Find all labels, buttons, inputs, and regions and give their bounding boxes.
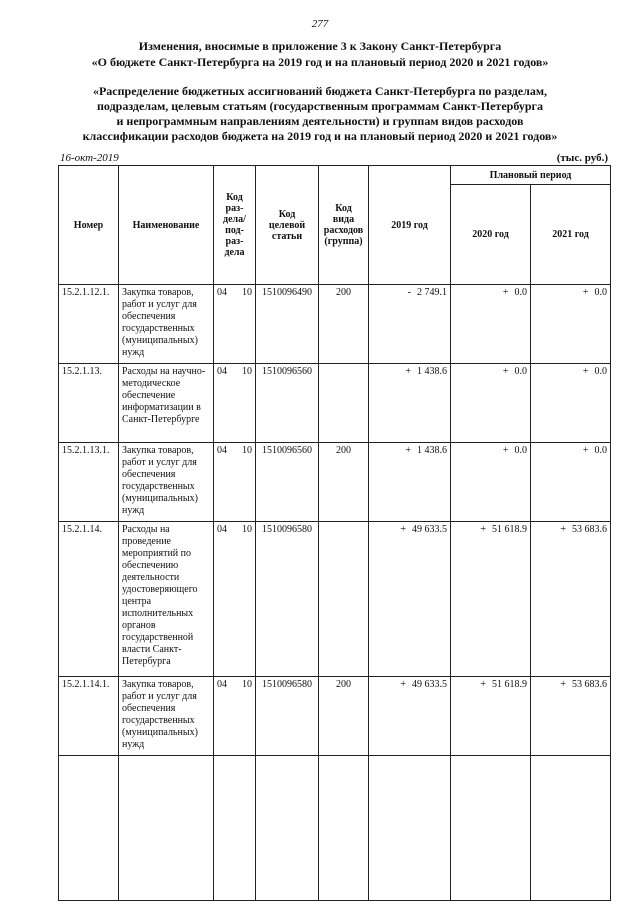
amount-sign: + [480,679,486,690]
header-section-line: дела [224,247,245,258]
page-number: 277 [311,18,329,30]
row-number-text: 15.2.1.14.1. [62,679,110,690]
row-target-code [256,364,319,443]
row-name-text: Закупка товаров, работ и услуг для обеспечения государственных (муниципальных) нужд [122,287,198,358]
header-section-code [214,166,256,285]
amount-value: 1 438.6 [417,366,447,377]
row-number [59,364,119,443]
amount-sign: + [405,445,411,456]
row-section: 04 [217,524,227,535]
row-amount-2020 [451,677,531,756]
amount-sign: + [400,679,406,690]
empty-cell [256,756,319,901]
row-number [59,677,119,756]
amount-value: 53 683.6 [572,524,608,535]
row-amount-2019 [369,285,451,364]
row-number-text: 15.2.1.13.1. [62,445,110,456]
row-amount-2019 [369,443,451,522]
subtitle-line-2: подразделам, целевым статьям (государственным программам Санкт-Петербурга [97,99,543,113]
row-section: 04 [217,445,227,456]
subtitle-line-4: классификации расходов бюджета на 2019 год и на плановый период 2020 и 2021 годов» [82,129,558,143]
table-row [59,443,611,522]
row-name-text: Закупка товаров, работ и услуг для обеспечения государственных (муниципальных) нужд [122,445,198,516]
amount-sign: + [582,366,589,377]
row-section: 04 [217,366,227,377]
row-name-text: Расходы на научно-методическое обеспечение информатизации в Санкт-Петербурге [122,366,206,425]
amount-value: 49 633.5 [412,524,447,535]
amount-sign: + [405,366,411,377]
amount-sign: + [502,445,509,456]
amount-sign: + [582,445,589,456]
table-row [59,285,611,364]
header-section-line: дела/ [223,214,246,225]
header-section-line: Код [226,192,243,203]
empty-cell [531,756,611,901]
header-planned-period: Плановый период [451,166,611,185]
header-section-line: раз- [225,203,244,214]
row-section-code [214,443,256,522]
header-vid-line: вида [332,214,355,225]
row-target-code [256,677,319,756]
row-number-text: 15.2.1.13. [62,366,102,377]
amount-value: 2 749.1 [417,287,447,298]
row-expense-type [319,677,369,756]
row-subsection: 10 [242,366,252,377]
row-amount-2021 [531,443,611,522]
row-vid-text: 200 [336,679,351,690]
row-name [119,364,214,443]
row-expense-type [319,285,369,364]
header-name: Наименование [119,166,214,285]
row-amount-2020 [451,443,531,522]
amount-value: 0.0 [514,287,527,298]
row-section-code [214,522,256,677]
subtitle-line-3: и непрограммным направлениям деятельности) и группам видов расходов [116,114,524,128]
row-expense-type [319,443,369,522]
amount-value: 49 633.5 [412,679,447,690]
header-2021: 2021 год [531,185,611,285]
row-amount-2020 [451,285,531,364]
header-target-line: статьи [271,230,303,242]
row-amount-2019 [369,522,451,677]
amount-value: 0.0 [594,366,608,377]
title-line-2: «О бюджете Санкт-Петербурга на 2019 год и на плановый период 2020 и 2021 годов» [91,55,549,69]
row-section-code [214,364,256,443]
document-subtitle [0,84,640,144]
budget-table [58,165,611,901]
row-name [119,443,214,522]
table-header-row [59,166,611,185]
row-amount-2020 [451,364,531,443]
amount-value: 0.0 [514,366,527,377]
empty-cell [451,756,531,901]
amount-sign: + [560,524,567,535]
row-amount-2021 [531,364,611,443]
amount-sign: - [407,287,411,298]
row-section-code [214,285,256,364]
table-body [59,285,611,901]
amount-sign: + [400,524,406,535]
amount-value: 0.0 [594,445,608,456]
row-number [59,522,119,677]
row-name-text: Закупка товаров, работ и услуг для обеспечения государственных (муниципальных) нужд [122,679,198,750]
amount-sign: + [502,287,509,298]
empty-cell [119,756,214,901]
row-name [119,285,214,364]
table-row [59,677,611,756]
row-amount-2021 [531,677,611,756]
row-target-code [256,522,319,677]
row-target-text: 1510096560 [262,366,312,377]
document-date: 16-окт-2019 [60,152,119,164]
row-amount-2019 [369,677,451,756]
row-section-code [214,677,256,756]
row-section: 04 [217,287,227,298]
amount-sign: + [502,366,509,377]
empty-cell [369,756,451,901]
amount-value: 0.0 [514,445,527,456]
row-number [59,285,119,364]
row-number-text: 15.2.1.12.1. [62,287,110,298]
row-amount-2020 [451,522,531,677]
row-target-code [256,443,319,522]
amount-sign: + [480,524,486,535]
amount-value: 51 618.9 [492,679,527,690]
empty-cell [59,756,119,901]
row-number-text: 15.2.1.14. [62,524,102,535]
row-name [119,522,214,677]
header-vid-line: Код [335,203,352,214]
row-target-code [256,285,319,364]
row-expense-type [319,364,369,443]
row-target-text: 1510096490 [262,287,312,298]
amount-value: 53 683.6 [572,679,608,690]
row-vid-text: 200 [336,287,351,298]
row-target-text: 1510096560 [262,445,312,456]
header-section-line: под- [225,225,244,236]
title-line-1: Изменения, вносимые в приложение 3 к Закону Санкт-Петербурга [138,39,502,53]
row-name-text: Расходы на проведение мероприятий по обеспечению деятельности удостоверяющего центра исполнительных органов государственной власти Санкт-Петербурга [122,524,198,667]
amount-value: 51 618.9 [492,524,527,535]
header-vid-line: (группа) [324,236,363,247]
amount-sign: + [560,679,567,690]
header-2020: 2020 год [451,185,531,285]
document-title [0,38,640,70]
header-expense-type-code [319,166,369,285]
row-subsection: 10 [242,445,252,456]
row-target-text: 1510096580 [262,679,312,690]
empty-cell [319,756,369,901]
subtitle-line-1: «Распределение бюджетных ассигнований бюджета Санкт-Петербурга по разделам, [92,84,548,98]
row-amount-2021 [531,285,611,364]
row-name [119,677,214,756]
header-section-line: раз- [225,236,244,247]
header-target-line: Код [278,208,296,220]
header-vid-line: расходов [323,225,364,236]
header-number: Номер [59,166,119,285]
amount-value: 0.0 [594,287,608,298]
row-subsection: 10 [242,287,252,298]
units-label: (тыс. руб.) [556,152,608,164]
header-2019: 2019 год [369,166,451,285]
table-row-empty [59,756,611,901]
row-amount-2021 [531,522,611,677]
row-subsection: 10 [242,679,252,690]
amount-sign: + [582,287,589,298]
row-subsection: 10 [242,524,252,535]
header-target-code [256,166,319,285]
amount-value: 1 438.6 [417,445,447,456]
table-row [59,522,611,677]
row-section: 04 [217,679,227,690]
table-row [59,364,611,443]
row-amount-2019 [369,364,451,443]
row-expense-type [319,522,369,677]
row-vid-text: 200 [336,445,351,456]
row-number [59,443,119,522]
row-target-text: 1510096580 [262,524,312,535]
empty-cell [214,756,256,901]
header-target-line: целевой [268,219,306,231]
